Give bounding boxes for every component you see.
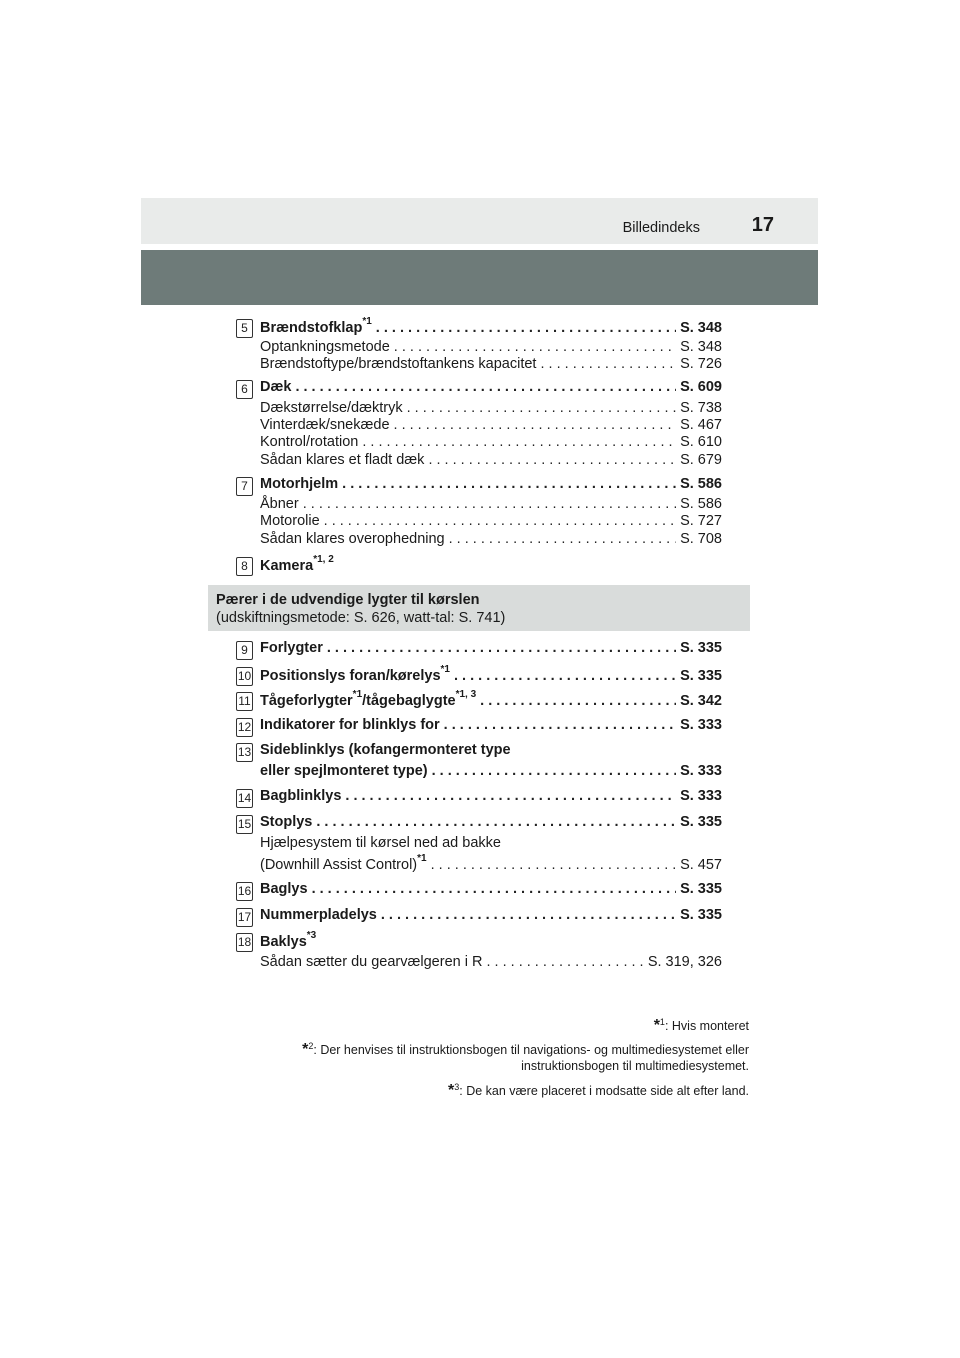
item-number-badge: 9 — [236, 641, 253, 660]
index-line-label — [260, 417, 390, 433]
dot-leader — [376, 320, 676, 336]
dot-leader — [362, 434, 676, 450]
item-number-badge: 10 — [236, 667, 253, 686]
label-text: Motorolie — [260, 513, 320, 529]
index-line-label — [260, 400, 403, 416]
dot-leader — [303, 496, 676, 512]
index-line-label — [260, 513, 320, 529]
label-text: Bagblinklys — [260, 788, 342, 804]
label-text: Tågeforlygter — [260, 692, 353, 709]
dot-leader — [444, 717, 676, 733]
label-text: Indikatorer for blinklys for — [260, 717, 440, 733]
footnote-text: : De kan være placeret i modsatte side alt efter land. — [459, 1084, 749, 1099]
index-line-label — [260, 881, 308, 897]
index-line-label — [260, 691, 476, 709]
footnote-star: * — [302, 1041, 309, 1059]
index-line[interactable] — [260, 379, 722, 397]
index-line-label — [260, 640, 323, 656]
index-line-label — [260, 855, 427, 873]
label-text: Sideblinklys (kofangermonteret type — [260, 742, 511, 758]
index-line[interactable] — [260, 835, 722, 853]
index-line[interactable] — [260, 339, 722, 357]
index-line-label — [260, 434, 358, 450]
label-text: eller spejlmonteret type) — [260, 763, 428, 779]
item-number-badge: 18 — [236, 933, 253, 952]
dot-leader — [324, 513, 676, 529]
dot-leader — [394, 417, 677, 433]
index-line[interactable] — [260, 881, 722, 899]
label-text: (Downhill Assist Control) — [260, 856, 418, 873]
footnote-number: 3 — [454, 1082, 460, 1092]
item-number-badge: 13 — [236, 743, 253, 762]
dot-leader — [407, 400, 676, 416]
dot-leader — [342, 476, 676, 492]
index-line[interactable] — [260, 717, 722, 735]
footnote-mark: *3 — [306, 930, 317, 941]
label-text: Stoplys — [260, 814, 313, 830]
label-text: Baglys — [260, 881, 308, 897]
index-line-label — [260, 835, 501, 851]
page-reference[interactable]: S. 333 — [680, 717, 722, 733]
index-line[interactable] — [260, 932, 722, 950]
page-reference[interactable]: S. 610 — [680, 434, 722, 450]
label-text: Positionslys foran/kørelys — [260, 667, 441, 684]
item-number-badge: 16 — [236, 882, 253, 901]
index-line[interactable] — [260, 513, 722, 531]
footnote-number: 2 — [308, 1041, 314, 1051]
section-box — [208, 585, 750, 631]
index-line[interactable] — [260, 476, 722, 494]
index-line-label — [260, 814, 312, 830]
label-text: Hjælpesystem til kørsel ned ad bakke — [260, 835, 501, 851]
index-line[interactable] — [260, 666, 722, 684]
index-line[interactable] — [260, 318, 722, 336]
index-line-label — [260, 763, 428, 779]
footnote — [521, 1059, 749, 1073]
dot-leader — [316, 814, 676, 830]
page-reference[interactable]: S. 335 — [680, 907, 722, 923]
index-line[interactable] — [260, 452, 722, 470]
label-text: /tågebaglygte — [362, 692, 456, 709]
page-reference[interactable]: S. 609 — [680, 379, 722, 395]
index-line[interactable] — [260, 907, 722, 925]
footnote-mark: *1, 3 — [455, 689, 477, 700]
page-reference[interactable]: S. 348 — [680, 319, 722, 336]
label-text: Sådan sætter du gearvælgeren i R — [260, 954, 483, 970]
index-line[interactable] — [260, 763, 722, 781]
page-reference[interactable]: S. 333 — [680, 788, 722, 804]
footnote-mark: *1 — [352, 689, 363, 700]
dot-leader — [540, 356, 676, 372]
item-number-badge: 17 — [236, 908, 253, 927]
index-line-label — [260, 452, 424, 468]
footnote-mark: *1, 2 — [313, 554, 334, 565]
footnote-text: : Der henvises til instruktionsbogen til navigations- og multimediesystemet eller — [313, 1043, 749, 1058]
index-line-label — [260, 717, 440, 733]
label-text: Dækstørrelse/dæktryk — [260, 400, 403, 416]
index-line-label — [260, 476, 338, 492]
label-text: Kontrol/rotation — [260, 434, 359, 450]
footnote-text: instruktionsbogen til multimediesystemet. — [521, 1059, 749, 1073]
label-text: Baklys — [260, 933, 307, 950]
footnote-mark: *1 — [362, 316, 372, 327]
footnote — [654, 1017, 749, 1035]
dot-leader — [345, 788, 676, 804]
page-reference[interactable]: S. 335 — [680, 667, 722, 684]
dot-leader — [431, 857, 676, 873]
dot-leader — [381, 907, 676, 923]
footnote-star: * — [653, 1017, 660, 1035]
dot-leader — [432, 763, 676, 779]
label-text: Optankningsmetode — [260, 339, 390, 355]
page-reference[interactable]: S. 319, 326 — [647, 954, 722, 970]
item-number-badge: 8 — [236, 557, 253, 576]
page-reference[interactable]: S. 586 — [680, 476, 722, 492]
item-number-badge: 7 — [236, 477, 253, 496]
index-line[interactable] — [260, 855, 722, 873]
footnote-mark: *1 — [417, 853, 427, 864]
index-line-label — [260, 496, 299, 512]
index-line-label — [260, 907, 377, 923]
label-text: Åbner — [260, 496, 299, 512]
dot-leader — [312, 881, 677, 897]
item-number-badge: 14 — [236, 789, 253, 808]
index-line-label — [260, 954, 482, 970]
footnote-text: : Hvis monteret — [664, 1019, 749, 1034]
page-reference[interactable]: S. 335 — [680, 881, 722, 897]
index-line[interactable] — [260, 417, 722, 435]
page-reference[interactable]: S. 348 — [680, 339, 722, 355]
index-line-label — [260, 666, 450, 684]
page-reference[interactable]: S. 679 — [680, 452, 722, 468]
page-reference[interactable]: S. 457 — [680, 856, 722, 873]
page-reference[interactable]: S. 335 — [680, 814, 722, 830]
index-line-label — [260, 742, 511, 758]
page-number: 17 — [751, 214, 774, 236]
label-text: Sådan klares overophedning — [260, 531, 445, 547]
label-text: Nummerpladelys — [260, 907, 377, 923]
index-line-label — [260, 379, 291, 395]
index-line[interactable] — [260, 496, 722, 514]
footnote — [302, 1041, 749, 1059]
page-reference[interactable]: S. 333 — [680, 763, 722, 779]
index-line[interactable] — [260, 814, 722, 832]
index-line-label — [260, 556, 334, 574]
page-reference[interactable]: S. 342 — [680, 692, 722, 709]
item-number-badge: 12 — [236, 718, 253, 737]
index-line[interactable] — [260, 434, 722, 452]
dot-leader — [449, 531, 676, 547]
label-text: Forlygter — [260, 640, 323, 656]
index-line[interactable] — [260, 691, 722, 709]
dot-leader — [480, 693, 676, 709]
page-reference[interactable]: S. 708 — [680, 531, 722, 547]
label-text: Motorhjelm — [260, 476, 339, 492]
label-text: Dæk — [260, 379, 292, 395]
index-line-label — [260, 356, 536, 372]
index-line[interactable] — [260, 531, 722, 549]
page-reference[interactable]: S. 586 — [680, 496, 722, 512]
item-number-badge: 15 — [236, 815, 253, 834]
label-text: Brændstoftype/brændstoftankens kapacitet — [260, 356, 537, 372]
label-text: Brændstofklap — [260, 319, 363, 336]
item-number-badge: 6 — [236, 380, 253, 399]
index-line-label — [260, 531, 445, 547]
label-text: Sådan klares et fladt dæk — [260, 452, 425, 468]
dot-leader — [394, 339, 676, 355]
index-line[interactable] — [260, 742, 722, 760]
footnote-number: 1 — [659, 1017, 665, 1027]
dot-leader — [327, 640, 676, 656]
index-line-label — [260, 788, 341, 804]
index-line[interactable] — [260, 788, 722, 806]
index-line-label — [260, 318, 372, 336]
section-box-title: Pærer i de udvendige lygter til kørslen — [216, 592, 480, 608]
page-reference[interactable]: S. 726 — [680, 356, 722, 372]
dot-leader — [295, 379, 676, 395]
index-line[interactable] — [260, 400, 722, 418]
page-reference[interactable]: S. 738 — [680, 400, 722, 416]
index-line[interactable] — [260, 954, 722, 972]
label-text: Vinterdæk/snekæde — [260, 417, 390, 433]
footnote-star: * — [448, 1082, 455, 1100]
index-line-label — [260, 339, 390, 355]
item-number-badge: 11 — [236, 692, 253, 711]
index-line[interactable] — [260, 556, 722, 574]
section-box-subtitle: (udskiftningsmetode: S. 626, watt-tal: S. 741) — [216, 610, 506, 626]
label-text: Kamera — [260, 557, 314, 574]
page-header — [141, 198, 818, 244]
page-reference[interactable]: S. 467 — [680, 417, 722, 433]
dot-leader — [486, 954, 643, 970]
section-name: Billedindeks — [622, 220, 700, 236]
header-banner — [141, 250, 818, 305]
dot-leader — [454, 668, 676, 684]
footnote — [448, 1082, 749, 1100]
index-line[interactable] — [260, 640, 722, 658]
page-reference[interactable]: S. 335 — [680, 640, 722, 656]
dot-leader — [428, 452, 676, 468]
page-reference[interactable]: S. 727 — [680, 513, 722, 529]
item-number-badge: 5 — [236, 319, 253, 338]
index-line[interactable] — [260, 356, 722, 374]
footnote-mark: *1 — [440, 664, 450, 675]
index-line-label — [260, 932, 316, 950]
